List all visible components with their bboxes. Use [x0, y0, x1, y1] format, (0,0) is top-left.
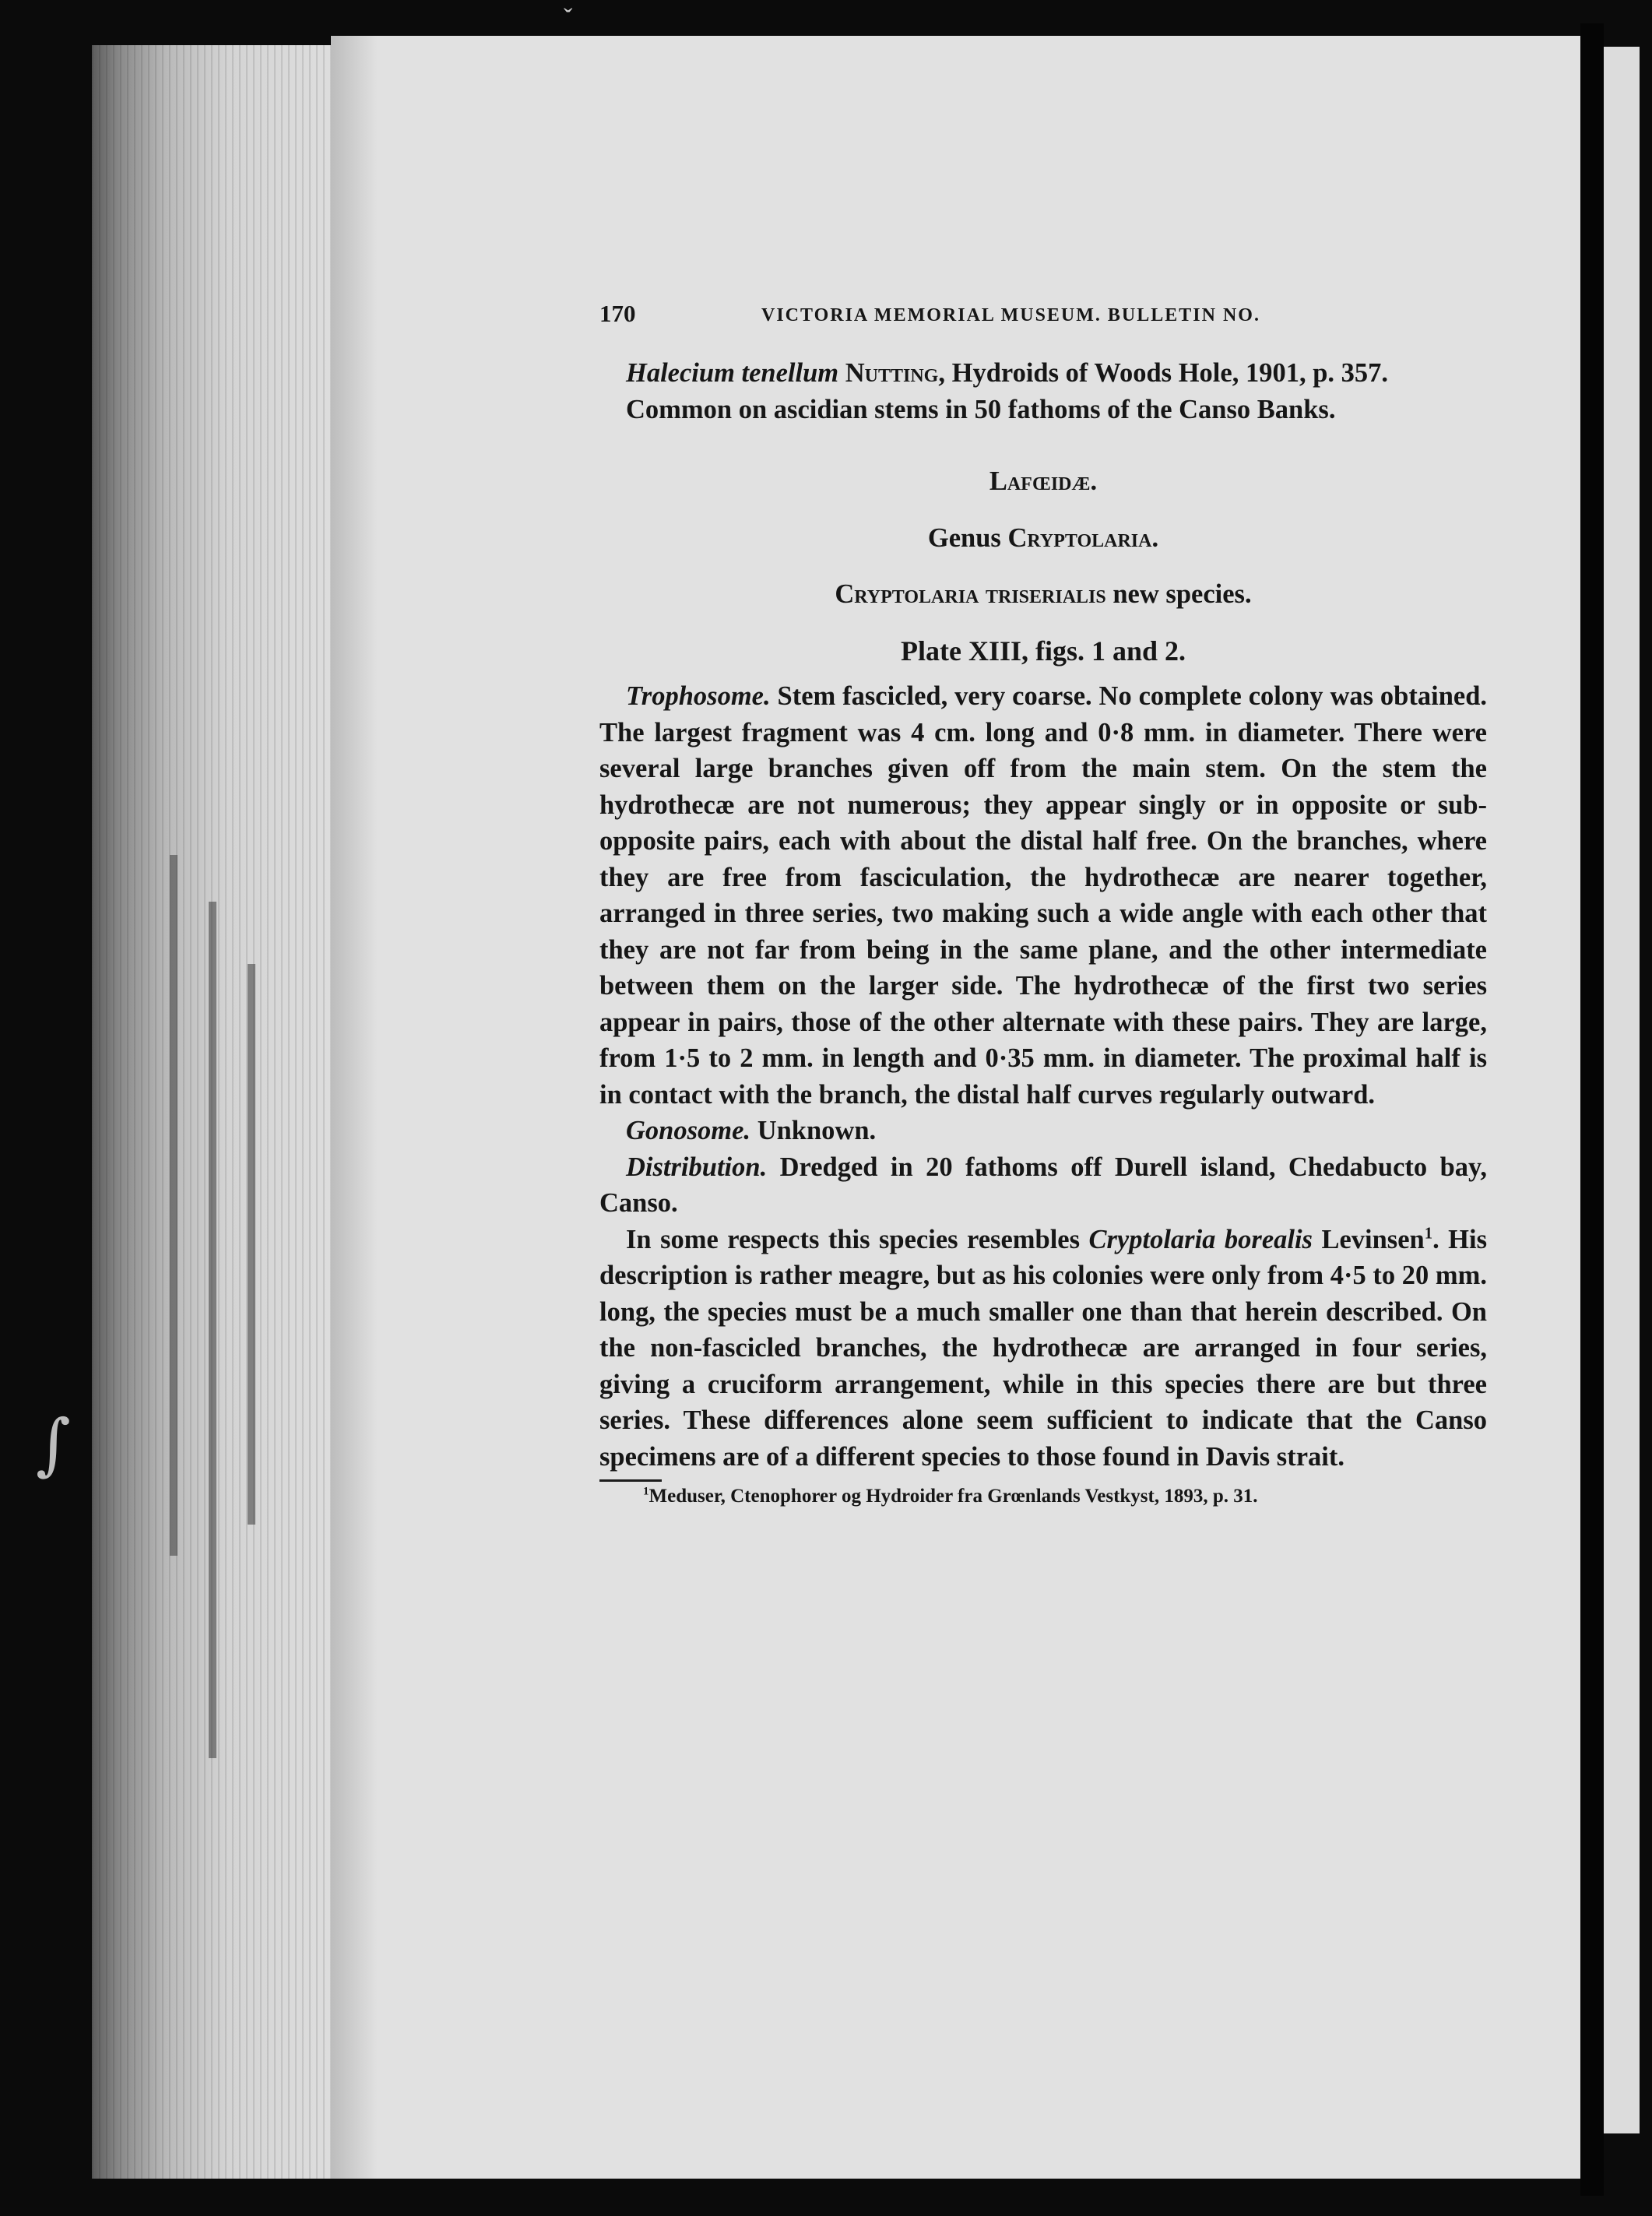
footnote-rule	[599, 1479, 662, 1482]
citation-text: , Hydroids of Woods Hole, 1901, p. 357.	[938, 358, 1389, 388]
discussion-text: . His description is rather meagre, but as his colonies were only from 4·5 to 20 mm. long, the species must be a much smaller one than that herein described. On the non-fascicled branches, the hydrothecæ are arranged in four series, giving a cruciform arrangement, while in this species there are but three series. These differences alone seem sufficient to indicate that the Canso specimens are of a different species to those found in Davis strait.	[599, 1224, 1488, 1472]
species-status: new species.	[1112, 579, 1252, 609]
edge-ink-mark	[248, 964, 255, 1525]
margin-scribble: ∫	[36, 1405, 71, 1483]
discussion-pre: In some respects this species resembles	[626, 1224, 1081, 1254]
genus-heading	[599, 520, 1487, 557]
page-number: 170	[599, 300, 636, 327]
compared-author: Levinsen	[1321, 1224, 1425, 1254]
distribution-text: Dredged in 20 fathoms off Durell island, Chedabucto bay, Canso.	[599, 1152, 1487, 1218]
gonosome-label: Gonosome.	[626, 1116, 751, 1145]
footnote-text: Meduser, Ctenophorer og Hydroider fra Grœnlands Vestkyst, 1893, p. 31.	[648, 1486, 1258, 1507]
genus-word: Genus	[927, 522, 1001, 553]
distribution-paragraph	[599, 1149, 1487, 1222]
genus-name: Cryptolaria.	[1007, 522, 1159, 553]
binding-shadow	[1580, 23, 1604, 2196]
compared-species: Cryptolaria borealis	[1088, 1224, 1313, 1254]
species-heading	[599, 576, 1487, 613]
distribution-label: Distribution.	[626, 1152, 768, 1182]
footnote-mark: 1	[643, 1485, 649, 1498]
family-heading: Lafœidæ.	[989, 466, 1098, 496]
trophosome-label: Trophosome.	[626, 681, 771, 711]
running-head-title: VICTORIA MEMORIAL MUSEUM. BULLETIN NO.	[761, 305, 1260, 325]
edge-ink-mark	[170, 855, 178, 1556]
plate-reference: Plate XIII, figs. 1 and 2.	[900, 635, 1186, 667]
habitat-paragraph: Common on ascidian stems in 50 fathoms of the Canso Banks.	[626, 394, 1336, 424]
trophosome-paragraph	[599, 678, 1487, 1113]
species-name: Cryptolaria triserialis	[835, 579, 1106, 609]
synonymy-paragraph	[599, 355, 1487, 392]
edge-ink-mark	[209, 902, 216, 1758]
facing-page-edge	[1604, 47, 1640, 2133]
scan-speck: ˇ	[564, 4, 573, 33]
trophosome-text: Stem fascicled, very coarse. No complete colony was obtained. The largest fragment was 4 cm. long and 0·8 mm. in diameter. There were several large branches given off from the main stem. On the stem the hydrothecæ are not numerous; they appear singly or in opposite or sub-opposite pairs, each with about the distal half free. On the branches, where they are free from fasciculation, the hydrothecæ are nearer together, arranged in three series, two making such a wide angle with each other that they are not far from being in the same plane, and the other intermediate between them on the larger side. The hydrothecæ of the first two series appear in pairs, those of the other alternate with these pairs. They are large, from 1·5 to 2 mm. in length and 0·35 mm. in diameter. The proximal half is in contact with the branch, the distal half curves regularly outward.	[599, 681, 1488, 1110]
footnote	[599, 1483, 1487, 1510]
footnote-reference: 1	[1424, 1225, 1433, 1242]
running-head	[599, 296, 1487, 335]
taxon-name: Halecium tenellum	[626, 358, 839, 388]
gutter-shade	[331, 36, 378, 2179]
taxon-author: Nutting	[845, 358, 939, 388]
gonosome-paragraph	[599, 1113, 1487, 1149]
page-text	[599, 296, 1487, 1510]
discussion-paragraph	[599, 1222, 1487, 1476]
page-edge-lines	[92, 45, 341, 2179]
book-page-edges	[92, 45, 341, 2179]
gonosome-text: Unknown.	[757, 1116, 877, 1145]
